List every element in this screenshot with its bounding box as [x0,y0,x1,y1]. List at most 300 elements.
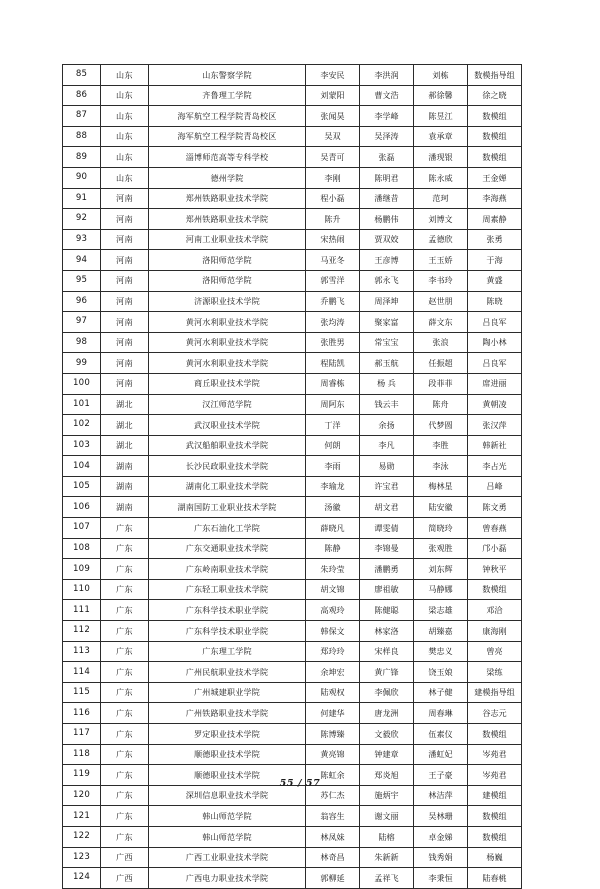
row-index: 105 [63,476,101,497]
row-index: 118 [63,744,101,765]
row-index: 91 [63,188,101,209]
table-row [63,497,522,518]
table-row [63,291,522,312]
table-row [63,868,522,889]
row-school: 广东科学技术职业学院 [149,621,306,642]
row-school: 洛阳师范学院 [149,250,306,271]
table-row [63,270,522,291]
row-province: 广西 [101,868,149,889]
row-school: 广东轻工职业技术学院 [149,579,306,600]
row-province: 湖北 [101,415,149,436]
row-member-2: 杨 兵 [360,373,414,394]
row-province: 湖南 [101,456,149,477]
row-member-2: 潘继昔 [360,188,414,209]
row-school: 武汉船舶职业技术学院 [149,435,306,456]
row-index: 102 [63,415,101,436]
row-index: 113 [63,641,101,662]
table-row [63,312,522,333]
row-school: 顺德职业技术学院 [149,765,306,786]
row-member-1: 程小磊 [306,188,360,209]
row-school: 山东警察学院 [149,65,306,86]
row-member-1: 郭柳延 [306,868,360,889]
row-member-2: 吴泽涛 [360,126,414,147]
row-school: 洛阳师范学院 [149,270,306,291]
row-member-2: 黄广锋 [360,662,414,683]
row-province: 广东 [101,621,149,642]
row-school: 湖南国防工业职业技术学院 [149,497,306,518]
table-row [63,106,522,127]
row-province: 广东 [101,600,149,621]
row-advisor-group: 陈文勇 [468,497,522,518]
row-member-2: 易勋 [360,456,414,477]
row-member-3: 吴林珊 [414,806,468,827]
row-member-1: 郭雪洋 [306,270,360,291]
row-index: 94 [63,250,101,271]
row-school: 广东岭南职业技术学院 [149,559,306,580]
row-index: 117 [63,724,101,745]
row-advisor-group: 邓洽 [468,600,522,621]
row-member-3: 王子豪 [414,765,468,786]
row-member-2: 谢文丽 [360,806,414,827]
row-advisor-group: 数模组 [468,147,522,168]
row-index: 93 [63,229,101,250]
row-member-2: 常宝宝 [360,332,414,353]
row-advisor-group: 岑苑君 [468,765,522,786]
row-member-3: 代梦圆 [414,415,468,436]
row-member-2: 林家洛 [360,621,414,642]
row-member-2: 贾双姣 [360,229,414,250]
row-province: 湖南 [101,497,149,518]
row-member-3: 刘栋 [414,65,468,86]
table-row [63,85,522,106]
row-province: 广东 [101,641,149,662]
row-index: 96 [63,291,101,312]
row-member-3: 孟德欣 [414,229,468,250]
table-row [63,373,522,394]
row-school: 海军航空工程学院青岛校区 [149,126,306,147]
row-member-2: 宋样良 [360,641,414,662]
row-school: 韩山师范学院 [149,806,306,827]
row-member-3: 范珂 [414,188,468,209]
row-advisor-group: 钟秋平 [468,559,522,580]
row-member-3: 李胜 [414,435,468,456]
row-advisor-group: 谷志元 [468,703,522,724]
table-row [63,600,522,621]
row-member-1: 韩保文 [306,621,360,642]
row-member-1: 张闻昊 [306,106,360,127]
row-school: 武汉职业技术学院 [149,415,306,436]
row-province: 山东 [101,167,149,188]
row-member-1: 李刚 [306,167,360,188]
row-index: 98 [63,332,101,353]
row-index: 97 [63,312,101,333]
table-row [63,456,522,477]
table-row [63,415,522,436]
table-row [63,724,522,745]
row-province: 山东 [101,65,149,86]
row-province: 河南 [101,373,149,394]
row-member-2: 李锦曼 [360,538,414,559]
row-advisor-group: 黄朝凌 [468,394,522,415]
row-school: 广州民航职业技术学院 [149,662,306,683]
table-row [63,518,522,539]
row-index: 100 [63,373,101,394]
table-row [63,126,522,147]
row-member-2: 孟祥飞 [360,868,414,889]
table-row [63,806,522,827]
row-member-1: 陈博臻 [306,724,360,745]
row-advisor-group: 数模组 [468,806,522,827]
table-row [63,559,522,580]
row-school: 广东理工学院 [149,641,306,662]
row-province: 广西 [101,847,149,868]
row-index: 101 [63,394,101,415]
row-school: 汉江师范学院 [149,394,306,415]
row-member-1: 汤徽 [306,497,360,518]
row-member-1: 何建华 [306,703,360,724]
row-member-2: 曹文浩 [360,85,414,106]
row-member-2: 陈明君 [360,167,414,188]
row-member-2: 杨鹏伟 [360,209,414,230]
row-province: 广东 [101,785,149,806]
row-member-3: 陈昱江 [414,106,468,127]
row-member-1: 张均涛 [306,312,360,333]
row-member-2: 施炳宇 [360,785,414,806]
row-province: 广东 [101,703,149,724]
row-advisor-group: 杨巍 [468,847,522,868]
row-member-3: 薛文东 [414,312,468,333]
row-province: 河南 [101,353,149,374]
table-row [63,682,522,703]
row-member-3: 李泳 [414,456,468,477]
row-member-2: 郑炎旭 [360,765,414,786]
row-school: 广东科学技术职业学院 [149,600,306,621]
row-member-3: 陈舟 [414,394,468,415]
row-index: 103 [63,435,101,456]
row-member-1: 周睿栋 [306,373,360,394]
row-member-1: 宋热闹 [306,229,360,250]
row-member-1: 郑玲玲 [306,641,360,662]
row-school: 长沙民政职业技术学院 [149,456,306,477]
row-member-1: 李安民 [306,65,360,86]
table-row [63,826,522,847]
row-member-1: 李瑜龙 [306,476,360,497]
row-member-3: 林子健 [414,682,468,703]
row-advisor-group: 陆春桃 [468,868,522,889]
table-row [63,662,522,683]
row-advisor-group: 建模组 [468,785,522,806]
row-index: 99 [63,353,101,374]
row-province: 广东 [101,724,149,745]
row-member-1: 朱玲莹 [306,559,360,580]
row-member-1: 林奇昌 [306,847,360,868]
row-school: 广东交通职业技术学院 [149,538,306,559]
row-member-2: 许宝君 [360,476,414,497]
row-advisor-group: 吕峰 [468,476,522,497]
row-index: 85 [63,65,101,86]
row-school: 黄河水利职业技术学院 [149,353,306,374]
row-province: 广东 [101,579,149,600]
row-province: 山东 [101,85,149,106]
row-member-2: 陆榕 [360,826,414,847]
row-school: 广州铁路职业技术学院 [149,703,306,724]
table-row [63,332,522,353]
row-member-1: 陈升 [306,209,360,230]
row-member-3: 周春琳 [414,703,468,724]
row-school: 广西电力职业技术学院 [149,868,306,889]
row-member-1: 翁容生 [306,806,360,827]
row-member-2: 张磊 [360,147,414,168]
table-row [63,250,522,271]
table-row [63,641,522,662]
row-member-1: 陈虹余 [306,765,360,786]
row-advisor-group: 陈晓 [468,291,522,312]
row-school: 广西工业职业技术学院 [149,847,306,868]
row-member-3: 简晓玲 [414,518,468,539]
row-member-3: 林洁萍 [414,785,468,806]
row-member-2: 陈健聪 [360,600,414,621]
row-member-2: 李佩欣 [360,682,414,703]
row-member-1: 高观玲 [306,600,360,621]
row-member-2: 廖祖敏 [360,579,414,600]
row-advisor-group: 吕良军 [468,353,522,374]
row-member-3: 李秉恒 [414,868,468,889]
row-advisor-group: 李占光 [468,456,522,477]
row-province: 河南 [101,291,149,312]
row-province: 湖北 [101,394,149,415]
table-row [63,65,522,86]
row-province: 山东 [101,126,149,147]
row-member-3: 袁承章 [414,126,468,147]
table-row [63,394,522,415]
row-province: 湖南 [101,476,149,497]
row-member-3: 伍素仪 [414,724,468,745]
row-province: 河南 [101,312,149,333]
row-province: 河南 [101,332,149,353]
row-advisor-group: 于海 [468,250,522,271]
row-advisor-group: 邝小磊 [468,538,522,559]
row-school: 商丘职业技术学院 [149,373,306,394]
row-province: 广东 [101,744,149,765]
row-province: 广东 [101,806,149,827]
table-row [63,229,522,250]
table-row [63,538,522,559]
row-member-1: 程陆凯 [306,353,360,374]
row-school: 海军航空工程学院青岛校区 [149,106,306,127]
row-member-1: 丁洋 [306,415,360,436]
row-member-3: 张浪 [414,332,468,353]
row-index: 121 [63,806,101,827]
row-advisor-group: 康海刚 [468,621,522,642]
row-advisor-group: 席进丽 [468,373,522,394]
row-school: 湖南化工职业技术学院 [149,476,306,497]
table-row [63,167,522,188]
row-member-1: 林凤妹 [306,826,360,847]
row-member-3: 樊忠义 [414,641,468,662]
row-index: 110 [63,579,101,600]
table-row [63,209,522,230]
table-row [63,703,522,724]
row-member-3: 梁志雄 [414,600,468,621]
row-advisor-group: 数模组 [468,826,522,847]
table-row [63,621,522,642]
row-member-3: 潘虹妃 [414,744,468,765]
row-member-2: 王彦博 [360,250,414,271]
row-province: 广东 [101,682,149,703]
row-member-2: 朱新新 [360,847,414,868]
row-index: 111 [63,600,101,621]
row-school: 广东石油化工学院 [149,518,306,539]
row-member-1: 陆观权 [306,682,360,703]
row-school: 郑州铁路职业技术学院 [149,188,306,209]
row-school: 济源职业技术学院 [149,291,306,312]
row-school: 顺德职业技术学院 [149,744,306,765]
row-advisor-group: 岑苑君 [468,744,522,765]
row-member-2: 钱云丰 [360,394,414,415]
row-index: 109 [63,559,101,580]
table-row [63,435,522,456]
row-province: 湖北 [101,435,149,456]
row-school: 罗定职业技术学院 [149,724,306,745]
table-row [63,847,522,868]
row-index: 95 [63,270,101,291]
row-school: 淄博师范高等专科学校 [149,147,306,168]
row-index: 88 [63,126,101,147]
row-advisor-group: 数模组 [468,106,522,127]
row-member-3: 郝徐馨 [414,85,468,106]
row-index: 108 [63,538,101,559]
row-member-2: 李学峰 [360,106,414,127]
row-advisor-group: 曾春燕 [468,518,522,539]
row-member-2: 周泽坤 [360,291,414,312]
table-row [63,147,522,168]
table-row [63,188,522,209]
row-advisor-group: 数模指导组 [468,65,522,86]
row-school: 黄河水利职业技术学院 [149,332,306,353]
row-province: 河南 [101,270,149,291]
row-advisor-group: 徐之晓 [468,85,522,106]
row-member-3: 梅林星 [414,476,468,497]
row-member-2: 谭雯倩 [360,518,414,539]
row-index: 89 [63,147,101,168]
row-member-3: 李书玲 [414,270,468,291]
row-index: 122 [63,826,101,847]
row-province: 河南 [101,188,149,209]
row-advisor-group: 王金婵 [468,167,522,188]
row-member-3: 赵世朋 [414,291,468,312]
row-advisor-group: 曾亮 [468,641,522,662]
row-member-3: 刘博文 [414,209,468,230]
row-member-1: 周阿东 [306,394,360,415]
row-index: 90 [63,167,101,188]
row-member-3: 任振超 [414,353,468,374]
row-index: 115 [63,682,101,703]
row-province: 山东 [101,147,149,168]
row-member-2: 潘鹏勇 [360,559,414,580]
row-advisor-group: 李海燕 [468,188,522,209]
table-row [63,476,522,497]
row-member-2: 胡文君 [360,497,414,518]
row-member-1: 吴青可 [306,147,360,168]
row-school: 河南工业职业技术学院 [149,229,306,250]
row-member-1: 陈静 [306,538,360,559]
row-school: 郑州铁路职业技术学院 [149,209,306,230]
row-member-3: 饶玉娘 [414,662,468,683]
row-member-2: 钟建章 [360,744,414,765]
table-row [63,579,522,600]
row-member-3: 潘现银 [414,147,468,168]
row-index: 120 [63,785,101,806]
row-school: 韩山师范学院 [149,826,306,847]
row-member-3: 张观胜 [414,538,468,559]
row-province: 广东 [101,538,149,559]
row-province: 广东 [101,559,149,580]
row-school: 广州城建职业学院 [149,682,306,703]
row-member-3: 段菲菲 [414,373,468,394]
table-row [63,744,522,765]
participant-roster-table [62,64,522,889]
row-advisor-group: 韩新社 [468,435,522,456]
row-index: 124 [63,868,101,889]
row-index: 107 [63,518,101,539]
row-advisor-group: 吕良军 [468,312,522,333]
row-index: 92 [63,209,101,230]
row-index: 116 [63,703,101,724]
row-index: 104 [63,456,101,477]
row-member-3: 陆安徽 [414,497,468,518]
row-index: 119 [63,765,101,786]
row-advisor-group: 张勇 [468,229,522,250]
row-member-2: 文毅欣 [360,724,414,745]
row-province: 河南 [101,209,149,230]
row-member-1: 李雨 [306,456,360,477]
row-member-1: 马亚冬 [306,250,360,271]
row-member-3: 卓金娣 [414,826,468,847]
row-province: 广东 [101,662,149,683]
row-advisor-group: 数模组 [468,126,522,147]
row-member-1: 吴双 [306,126,360,147]
row-member-1: 乔鹏飞 [306,291,360,312]
row-province: 河南 [101,250,149,271]
row-member-2: 郭永飞 [360,270,414,291]
row-member-2: 李凡 [360,435,414,456]
row-member-3: 马静娜 [414,579,468,600]
row-member-1: 黄亮锦 [306,744,360,765]
row-index: 123 [63,847,101,868]
row-member-1: 何朗 [306,435,360,456]
row-index: 112 [63,621,101,642]
row-advisor-group: 张汉萍 [468,415,522,436]
row-member-3: 胡臻嘉 [414,621,468,642]
row-member-1: 余坤宏 [306,662,360,683]
row-member-3: 刘东辉 [414,559,468,580]
row-member-3: 钱秀娟 [414,847,468,868]
row-school: 黄河水利职业技术学院 [149,312,306,333]
row-province: 河南 [101,229,149,250]
row-member-1: 薛晓凡 [306,518,360,539]
row-member-2: 聚家富 [360,312,414,333]
row-member-2: 郝玉航 [360,353,414,374]
row-school: 齐鲁理工学院 [149,85,306,106]
row-index: 114 [63,662,101,683]
row-advisor-group: 梁练 [468,662,522,683]
row-advisor-group: 建模指导组 [468,682,522,703]
row-index: 106 [63,497,101,518]
row-province: 广东 [101,826,149,847]
row-school: 德州学院 [149,167,306,188]
row-member-1: 胡文锦 [306,579,360,600]
row-index: 87 [63,106,101,127]
